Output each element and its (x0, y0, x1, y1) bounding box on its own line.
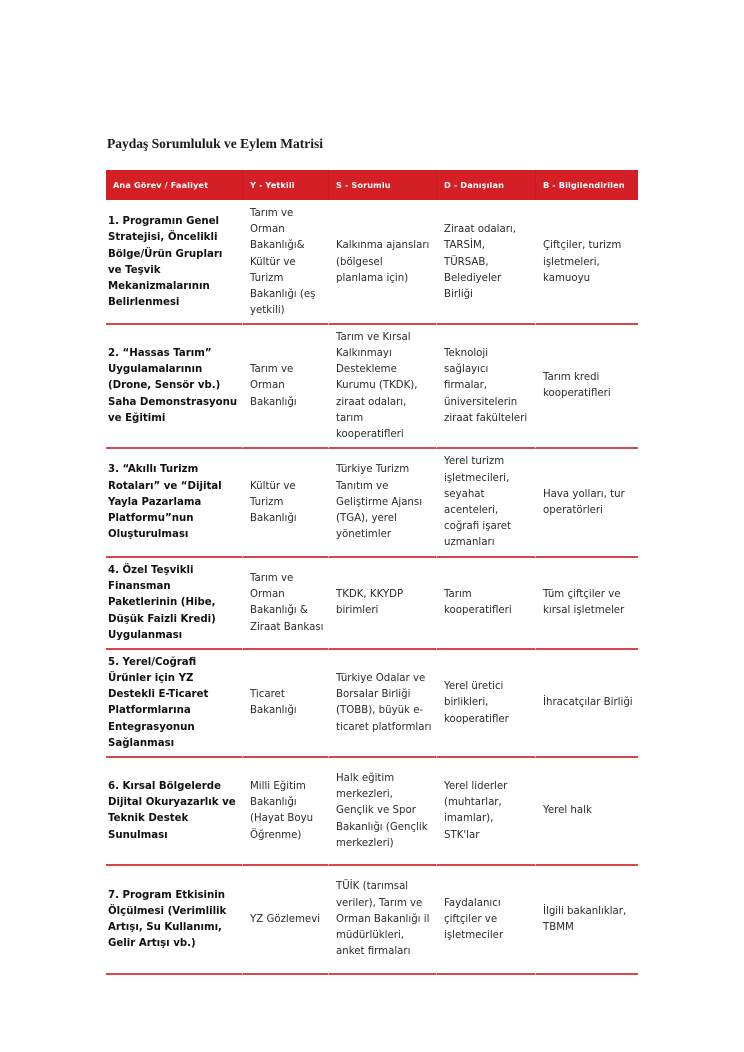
cell-yetkili: Milli Eğitim Bakanlığı (Hayat Boyu Öğrenme) (243, 758, 329, 866)
table-row (106, 758, 638, 866)
cell-bilgilendirilen: Hava yolları, tur operatörleri (536, 449, 638, 558)
cell-yetkili: Ticaret Bakanlığı (243, 650, 329, 758)
cell-task: 1. Programın Genel Stratejisi, Öncelikli Bölge/Ürün Grupları ve Teşvik Mekanizmalarının Belirlenmesi (106, 200, 243, 325)
header-bilgilendirilen: B - Bilgilendirilen (536, 170, 638, 200)
cell-yetkili: Tarım ve Orman Bakanlığı (243, 325, 329, 449)
cell-task: 3. “Akıllı Turizm Rotaları” ve “Dijital Yayla Pazarlama Platformu”nun Oluşturulması (106, 449, 243, 558)
cell-danisilan: Faydalanıcı çiftçiler ve işletmeciler (437, 866, 536, 975)
cell-yetkili: Tarım ve Orman Bakanlığı & Ziraat Bankası (243, 558, 329, 650)
document-title: Paydaş Sorumluluk ve Eylem Matrisi (107, 136, 324, 151)
table-row (106, 650, 638, 758)
header-danisilan: D - Danışılan (437, 170, 536, 200)
cell-yetkili: Tarım ve Orman Bakanlığı& Kültür ve Turizm Bakanlığı (eş yetkili) (243, 200, 329, 325)
cell-bilgilendirilen: Yerel halk (536, 758, 638, 866)
cell-bilgilendirilen: Tüm çiftçiler ve kırsal işletmeler (536, 558, 638, 650)
table-row (106, 449, 638, 558)
header-sorumlu: S - Sorumlu (329, 170, 437, 200)
cell-danisilan: Tarım kooperatifleri (437, 558, 536, 650)
header-task: Ana Görev / Faaliyet (106, 170, 243, 200)
cell-danisilan: Yerel üretici birlikleri, kooperatifler (437, 650, 536, 758)
raci-matrix-table (106, 170, 638, 975)
cell-sorumlu: Halk eğitim merkezleri, Gençlik ve Spor Bakanlığı (Gençlik merkezleri) (329, 758, 437, 866)
cell-sorumlu: Tarım ve Kırsal Kalkınmayı Destekleme Kurumu (TKDK), ziraat odaları, tarım kooperatifleri (329, 325, 437, 449)
table-row (106, 866, 638, 975)
cell-sorumlu: Kalkınma ajansları (bölgesel planlama için) (329, 200, 437, 325)
table-header-row (106, 170, 638, 200)
cell-task: 4. Özel Teşvikli Finansman Paketlerinin (Hibe, Düşük Faizli Kredi) Uygulanması (106, 558, 243, 650)
table-row (106, 200, 638, 325)
table-row (106, 558, 638, 650)
header-yetkili: Y - Yetkili (243, 170, 329, 200)
cell-sorumlu: TÜİK (tarımsal veriler), Tarım ve Orman Bakanlığı il müdürlükleri, anket firmaları (329, 866, 437, 975)
cell-danisilan: Yerel liderler (muhtarlar, imamlar), STK'lar (437, 758, 536, 866)
cell-task: 5. Yerel/Coğrafi Ürünler için YZ Destekli E-Ticaret Platformlarına Entegrasyonun Sağlanması (106, 650, 243, 758)
cell-yetkili: YZ Gözlemevi (243, 866, 329, 975)
cell-sorumlu: Türkiye Odalar ve Borsalar Birliği (TOBB), büyük e-ticaret platformları (329, 650, 437, 758)
cell-task: 6. Kırsal Bölgelerde Dijital Okuryazarlık ve Teknik Destek Sunulması (106, 758, 243, 866)
cell-bilgilendirilen: Tarım kredi kooperatifleri (536, 325, 638, 449)
cell-task: 2. “Hassas Tarım” Uygulamalarının (Drone, Sensör vb.) Saha Demonstrasyonu ve Eğitimi (106, 325, 243, 449)
cell-danisilan: Yerel turizm işletmecileri, seyahat acenteleri, coğrafi işaret uzmanları (437, 449, 536, 558)
cell-danisilan: Teknoloji sağlayıcı firmalar, üniversitelerin ziraat fakülteleri (437, 325, 536, 449)
cell-sorumlu: Türkiye Turizm Tanıtım ve Geliştirme Ajansı (TGA), yerel yönetimler (329, 449, 437, 558)
cell-bilgilendirilen: Çiftçiler, turizm işletmeleri, kamuoyu (536, 200, 638, 325)
cell-sorumlu: TKDK, KKYDP birimleri (329, 558, 437, 650)
cell-bilgilendirilen: İhracatçılar Birliği (536, 650, 638, 758)
table-row (106, 325, 638, 449)
cell-danisilan: Ziraat odaları, TARSİM, TÜRSAB, Belediyeler Birliği (437, 200, 536, 325)
cell-yetkili: Kültür ve Turizm Bakanlığı (243, 449, 329, 558)
cell-bilgilendirilen: İlgili bakanlıklar, TBMM (536, 866, 638, 975)
cell-task: 7. Program Etkisinin Ölçülmesi (Verimlilik Artışı, Su Kullanımı, Gelir Artışı vb.) (106, 866, 243, 975)
